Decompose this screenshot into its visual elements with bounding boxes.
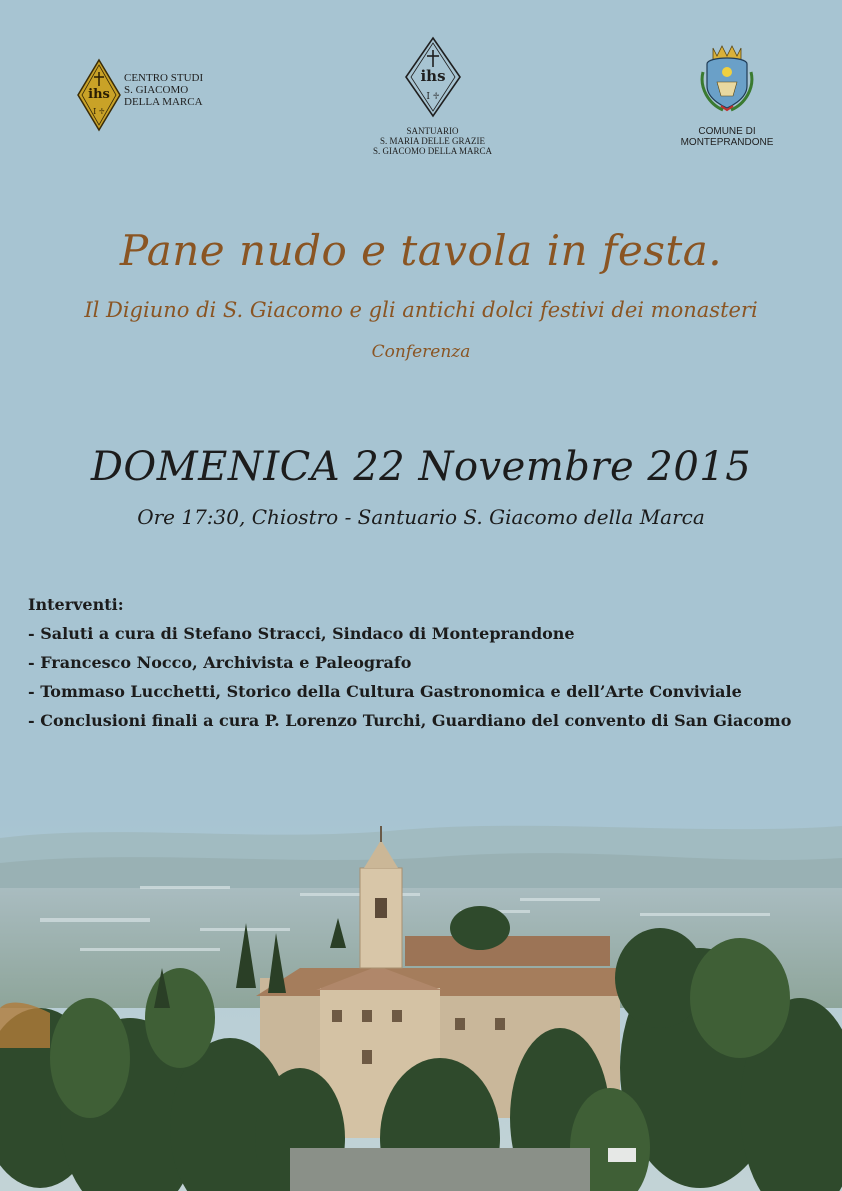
event-kind: Conferenza bbox=[371, 342, 471, 362]
speakers-heading: Interventi: bbox=[28, 595, 124, 614]
event-date: DOMENICA 22 Novembre 2015 bbox=[90, 444, 752, 490]
logo-left-text: CENTRO STUDI S. GIACOMO DELLA MARCA bbox=[124, 72, 204, 108]
ihs-seal-icon bbox=[76, 58, 122, 132]
event-title: Pane nudo e tavola in festa. bbox=[119, 226, 723, 275]
svg-text:I ♱: I ♱ bbox=[425, 92, 440, 102]
logo-comune bbox=[672, 42, 782, 148]
svg-text:ihs: ihs bbox=[88, 87, 110, 102]
sanctuary-landscape-photo bbox=[0, 818, 842, 1191]
speaker-item: - Conclusioni finali a cura P. Lorenzo Turchi, Guardiano del convento di San Giacomo bbox=[28, 711, 792, 730]
logo-center-text: SANTUARIO S. MARIA DELLE GRAZIE S. GIACOMO DELLA MARCA bbox=[372, 126, 492, 156]
logo-right-text: COMUNE DI MONTEPRANDONE bbox=[680, 126, 774, 148]
ihs-outline-seal-icon bbox=[404, 36, 462, 118]
event-subtitle: Il Digiuno di S. Giacomo e gli antichi dolci festivi dei monasteri bbox=[84, 298, 758, 322]
speaker-item: - Tommaso Lucchetti, Storico della Cultura Gastronomica e dell’Arte Conviviale bbox=[28, 682, 742, 701]
speakers-list bbox=[28, 590, 840, 735]
event-time-place: Ore 17:30, Chiostro - Santuario S. Giacomo della Marca bbox=[137, 505, 705, 529]
svg-text:ihs: ihs bbox=[419, 67, 446, 85]
coat-of-arms-icon bbox=[699, 42, 755, 112]
logo-santuario bbox=[360, 36, 505, 156]
svg-text:I ♱: I ♱ bbox=[93, 107, 105, 116]
speaker-item: - Francesco Nocco, Archivista e Paleografo bbox=[28, 653, 412, 672]
speaker-item: - Saluti a cura di Stefano Stracci, Sindaco di Monteprandone bbox=[28, 624, 575, 643]
